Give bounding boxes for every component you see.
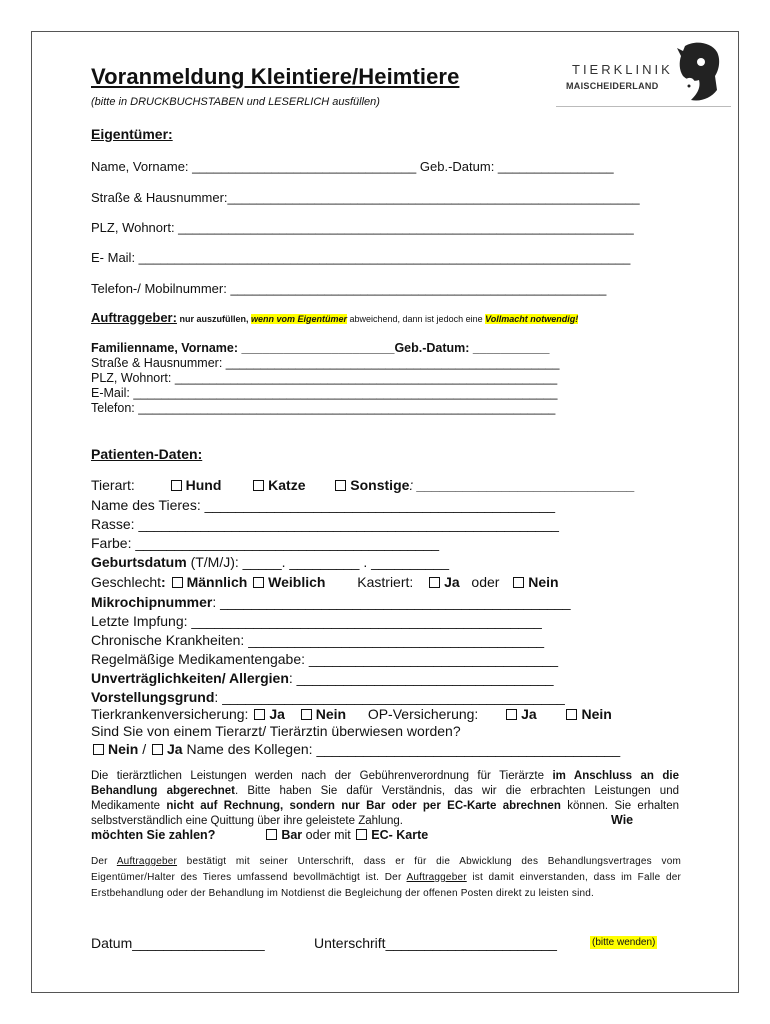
owner-heading: Eigentümer:	[91, 126, 173, 142]
dog-checkbox[interactable]	[171, 480, 182, 491]
sex-colon: :	[161, 574, 166, 590]
neutered-no-checkbox[interactable]	[513, 577, 524, 588]
neutered-label: Kastriert:	[357, 574, 414, 590]
reason-field[interactable]: : ____________________________________________	[214, 689, 565, 705]
referral-yes-checkbox[interactable]	[152, 744, 163, 755]
form-title: Voranmeldung Kleintiere/Heimtiere	[91, 64, 460, 89]
neutered-yes-checkbox[interactable]	[429, 577, 440, 588]
dog-label: Hund	[185, 477, 222, 493]
dob-row[interactable]	[91, 554, 449, 570]
or-with-label: oder mit	[302, 828, 355, 842]
consent-text-1: Der	[91, 856, 117, 867]
client-name-field[interactable]: Familienname, Vorname: ______________________Geb.-Datum: ___________	[91, 341, 550, 355]
form-subtitle: (bitte in DRUCKBUCHSTABEN und LESERLICH ausfüllen)	[91, 96, 380, 108]
insurance-no-label: Nein	[315, 706, 347, 722]
female-checkbox[interactable]	[253, 577, 264, 588]
payment-question-b: möchten Sie zahlen?	[91, 828, 216, 842]
allergies-row[interactable]	[91, 670, 554, 686]
referral-yes-label: Ja	[167, 741, 183, 757]
insurance-no-checkbox[interactable]	[301, 709, 312, 720]
neutered-or-label: oder	[471, 574, 500, 590]
chip-label: Mikrochipnummer	[91, 594, 213, 610]
species-row	[91, 477, 635, 493]
consent-client-2: Auftraggeber	[406, 872, 467, 883]
referral-no-checkbox[interactable]	[93, 744, 104, 755]
color-field[interactable]: Farbe: _______________________________________	[91, 535, 440, 551]
payment-row	[91, 828, 428, 842]
vaccination-field[interactable]: Letzte Impfung: _____________________________________________	[91, 613, 542, 629]
other-field[interactable]: : ____________________________	[409, 477, 636, 493]
owner-phone-field[interactable]: Telefon-/ Mobilnummer: ____________________________________________________	[91, 281, 607, 296]
card-label: EC- Karte	[371, 828, 429, 842]
consent-client-1: Auftraggeber	[116, 856, 178, 867]
logo-divider	[556, 106, 731, 107]
client-note-a: nur auszufüllen,	[176, 314, 251, 324]
insurance-yes-label: Ja	[269, 706, 285, 722]
neutered-no-label: Nein	[528, 574, 559, 590]
turn-page-note: (bitte wenden)	[592, 937, 656, 948]
chronic-field[interactable]: Chronische Krankheiten: ______________________________________	[91, 632, 545, 648]
payment-question-a: Wie	[611, 813, 634, 827]
client-email-field[interactable]: E-Mail: _____________________________________________________________	[91, 386, 558, 400]
allergies-label: Unverträglichkeiten/ Allergien	[91, 670, 289, 686]
referral-question: Sind Sie von einem Tierarzt/ Tierärztin überwiesen worden?	[91, 723, 461, 739]
logo-text-top: TIERKLINIK	[572, 62, 673, 77]
referral-slash: /	[138, 741, 151, 757]
owner-plz-field[interactable]: PLZ, Wohnort: _______________________________________________________________	[91, 220, 634, 235]
client-phone-field[interactable]: Telefon: ____________________________________________________________	[91, 401, 556, 415]
allergies-field[interactable]: : _________________________________	[288, 670, 554, 686]
payment-paragraph	[91, 769, 679, 829]
chip-field[interactable]: : _____________________________________________	[212, 594, 571, 610]
card-checkbox[interactable]	[356, 829, 367, 840]
client-heading: Auftraggeber:	[91, 310, 177, 325]
clinic-logo	[556, 40, 731, 110]
neutered-yes-label: Ja	[444, 574, 460, 590]
male-checkbox[interactable]	[172, 577, 183, 588]
cat-label: Katze	[268, 477, 306, 493]
sex-row	[91, 574, 559, 590]
client-street-field[interactable]: Straße & Hausnummer: ________________________________________________	[91, 356, 560, 370]
chip-row[interactable]	[91, 594, 571, 610]
reason-row[interactable]	[91, 689, 565, 705]
colleague-field[interactable]: Name des Kollegen: _______________________________________	[182, 741, 621, 757]
client-note-b: wenn vom Eigentümer	[250, 314, 347, 324]
consent-paragraph	[91, 854, 681, 918]
op-no-label: Nein	[581, 706, 612, 722]
patient-heading: Patienten-Daten:	[91, 446, 203, 462]
male-label: Männlich	[186, 574, 248, 590]
species-label: Tierart:	[91, 477, 135, 493]
insurance-yes-checkbox[interactable]	[254, 709, 265, 720]
payment-text-2b: nicht auf Rechnung, sondern nur Bar oder per EC-Karte abrechnen	[166, 800, 561, 812]
cat-checkbox[interactable]	[253, 480, 264, 491]
consent-text-2: bestätigt mit seiner Unterschrift, dass er für die Abwicklung des Behandlungsvertrages vom Eigentümer/Halter des Tieres umfassend bevollmächtigt ist. Der	[91, 856, 682, 883]
female-label: Weiblich	[268, 574, 326, 590]
client-plz-field[interactable]: PLZ, Wohnort: _______________________________________________________	[91, 371, 558, 385]
op-yes-label: Ja	[521, 706, 537, 722]
op-no-checkbox[interactable]	[566, 709, 577, 720]
consent-text-3: ist damit einverstanden, dass im Falle der Erstbehandlung oder der Behandlung im Notdienst die Begleichung der offenen Posten direkt zu leisten sind.	[91, 872, 682, 899]
payment-text-3: können. Sie erhalten selbstverständlich eine Quittung über ihre geleistete Zahlung.	[91, 800, 679, 827]
owner-street-field[interactable]: Straße & Hausnummer:_________________________________________________________	[91, 190, 640, 205]
horse-dog-icon	[671, 40, 723, 104]
reason-label: Vorstellungsgrund	[91, 689, 215, 705]
animal-name-field[interactable]: Name des Tieres: _____________________________________________	[91, 497, 555, 513]
cash-label: Bar	[281, 828, 303, 842]
insurance-label: Tierkrankenversicherung:	[91, 706, 249, 722]
payment-text-1: Die tierärztlichen Leistungen werden nach der Gebührenverordnung für Tierärzte	[91, 770, 553, 782]
insurance-row	[91, 706, 612, 722]
breed-field[interactable]: Rasse: ______________________________________________________	[91, 516, 559, 532]
cash-checkbox[interactable]	[266, 829, 277, 840]
owner-email-field[interactable]: E- Mail: ____________________________________________________________________	[91, 250, 631, 265]
dob-label: Geburtsdatum	[91, 554, 187, 570]
client-heading-line	[91, 310, 578, 325]
medication-field[interactable]: Regelmäßige Medikamentengabe: ________________________________	[91, 651, 559, 667]
logo-text-bottom: MAISCHEIDERLAND	[566, 81, 659, 91]
client-note-d: Vollmacht notwendig!	[485, 314, 579, 324]
other-checkbox[interactable]	[335, 480, 346, 491]
op-insurance-label: OP-Versicherung:	[367, 706, 479, 722]
dob-field[interactable]: (T/M/J): _____. _________ . __________	[186, 554, 449, 570]
payment-text-2: . Bitte haben Sie dafür Verständnis, das wir die erbrachten Leistungen und Medikamente	[91, 785, 679, 812]
payment-text-1b: im Anschluss an die Behandlung abgerechnet	[91, 770, 679, 797]
referral-row	[91, 741, 620, 757]
owner-name-field[interactable]: Name, Vorname: _______________________________ Geb.-Datum: ________________	[91, 159, 614, 174]
sex-label: Geschlecht	[91, 574, 162, 590]
op-yes-checkbox[interactable]	[506, 709, 517, 720]
other-label: Sonstige	[350, 477, 410, 493]
referral-no-label: Nein	[108, 741, 139, 757]
date-field[interactable]: Datum_________________	[91, 935, 265, 951]
signature-field[interactable]: Unterschrift______________________	[314, 935, 557, 951]
client-note-c: abweichend, dann ist jedoch eine	[347, 314, 486, 324]
